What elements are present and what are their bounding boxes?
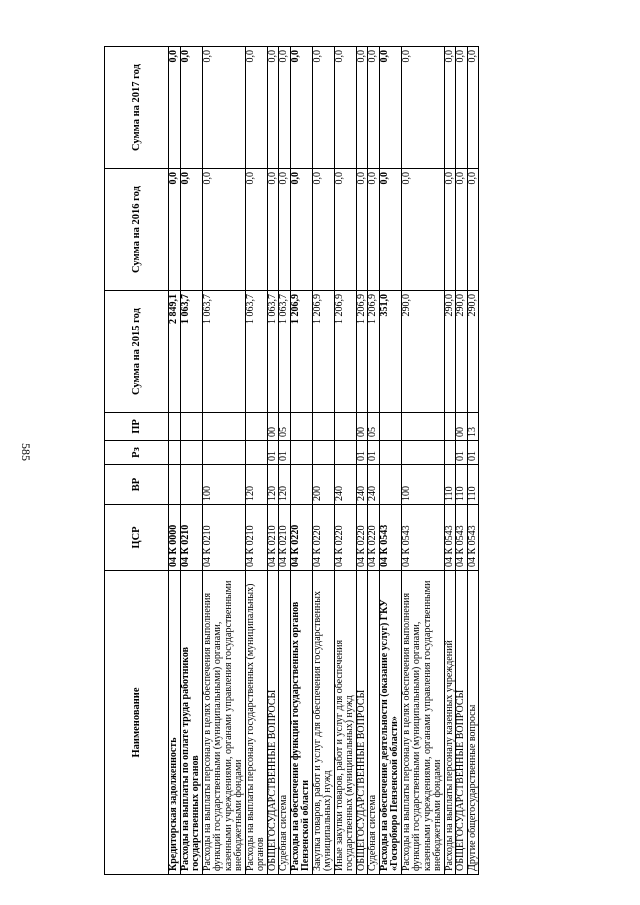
cell-2016: 0,0 — [356, 169, 368, 291]
cell-name: ОБЩЕГОСУДАРСТВЕННЫЕ ВОПРОСЫ — [456, 571, 468, 875]
cell-2017: 0,0 — [169, 47, 181, 169]
cell-name: Иные закупки товаров, работ и услуг для обеспечения государственных (муниципальных) нужд — [334, 571, 356, 875]
table-row — [456, 47, 468, 875]
table-row — [401, 47, 444, 875]
cell-pr — [169, 413, 181, 441]
cell-rz — [444, 441, 456, 465]
cell-csr: 04 К 0210 — [267, 505, 279, 571]
header-csr: ЦСР — [105, 505, 169, 571]
cell-2016: 0,0 — [180, 169, 202, 291]
table-row — [180, 47, 202, 875]
cell-vr: 120 — [279, 465, 291, 505]
cell-csr: 04 К 0220 — [312, 505, 334, 571]
cell-2015: 1 206,9 — [356, 291, 368, 413]
cell-2015: 1 063,7 — [245, 291, 267, 413]
cell-vr — [379, 465, 401, 505]
table-row — [356, 47, 368, 875]
cell-2017: 0,0 — [356, 47, 368, 169]
cell-vr: 110 — [444, 465, 456, 505]
cell-rz: 01 — [368, 441, 380, 465]
cell-name: Другие общегосударственные вопросы — [467, 571, 479, 875]
cell-rz — [334, 441, 356, 465]
cell-2017: 0,0 — [279, 47, 291, 169]
cell-rz: 01 — [467, 441, 479, 465]
cell-name: Судебная система — [279, 571, 291, 875]
cell-pr: 13 — [467, 413, 479, 441]
cell-2015: 2 849,1 — [169, 291, 181, 413]
table-row — [444, 47, 456, 875]
table-row — [245, 47, 267, 875]
cell-2015: 290,0 — [456, 291, 468, 413]
cell-vr: 110 — [456, 465, 468, 505]
cell-2015: 1 063,7 — [202, 291, 245, 413]
table-row — [169, 47, 181, 875]
cell-2016: 0,0 — [267, 169, 279, 291]
cell-2016: 0,0 — [279, 169, 291, 291]
cell-vr — [290, 465, 312, 505]
header-name: Наименование — [105, 571, 169, 875]
cell-rz: 01 — [456, 441, 468, 465]
cell-2016: 0,0 — [245, 169, 267, 291]
cell-name: Расходы на выплаты по оплате труда работников государственных органов — [180, 571, 202, 875]
cell-2015: 290,0 — [467, 291, 479, 413]
cell-vr: 100 — [401, 465, 444, 505]
cell-csr: 04 К 0210 — [279, 505, 291, 571]
cell-pr — [334, 413, 356, 441]
cell-2017: 0,0 — [267, 47, 279, 169]
cell-2016: 0,0 — [312, 169, 334, 291]
cell-vr: 110 — [467, 465, 479, 505]
cell-pr: 00 — [267, 413, 279, 441]
cell-csr: 04 К 0220 — [334, 505, 356, 571]
table-row — [334, 47, 356, 875]
cell-2016: 0,0 — [444, 169, 456, 291]
cell-2015: 1 206,9 — [368, 291, 380, 413]
cell-pr — [401, 413, 444, 441]
cell-csr: 04 К 0543 — [379, 505, 401, 571]
cell-2017: 0,0 — [312, 47, 334, 169]
cell-pr: 00 — [356, 413, 368, 441]
table-row — [202, 47, 245, 875]
table-row — [368, 47, 380, 875]
header-2015: Сумма на 2015 год — [105, 291, 169, 413]
cell-vr: 200 — [312, 465, 334, 505]
cell-2017: 0,0 — [467, 47, 479, 169]
cell-vr: 240 — [334, 465, 356, 505]
cell-2015: 1 206,9 — [334, 291, 356, 413]
cell-2015: 290,0 — [444, 291, 456, 413]
table-row — [267, 47, 279, 875]
cell-name: Расходы на выплаты персоналу в целях обеспечения выполнения функций государственными (муниципальными) органами, казенными учреждениями, органами управления государственными внебюджетными фондами — [401, 571, 444, 875]
cell-2017: 0,0 — [368, 47, 380, 169]
cell-2016: 0,0 — [290, 169, 312, 291]
cell-2017: 0,0 — [444, 47, 456, 169]
cell-name: ОБЩЕГОСУДАРСТВЕННЫЕ ВОПРОСЫ — [356, 571, 368, 875]
table-row — [290, 47, 312, 875]
cell-vr: 240 — [356, 465, 368, 505]
cell-2015: 1 206,9 — [290, 291, 312, 413]
cell-rz — [202, 441, 245, 465]
cell-pr: 00 — [456, 413, 468, 441]
cell-vr: 100 — [202, 465, 245, 505]
cell-rz: 01 — [267, 441, 279, 465]
cell-2015: 1 063,7 — [279, 291, 291, 413]
budget-table — [104, 46, 479, 875]
cell-csr: 04 К 0543 — [401, 505, 444, 571]
cell-rz — [312, 441, 334, 465]
cell-2015: 351,0 — [379, 291, 401, 413]
cell-rz: 01 — [356, 441, 368, 465]
cell-rz: 01 — [279, 441, 291, 465]
rotated-table-container — [104, 47, 479, 875]
header-pr: ПР — [105, 413, 169, 441]
cell-2016: 0,0 — [456, 169, 468, 291]
cell-name: Расходы на обеспечение функций государственных органов Пензенской области — [290, 571, 312, 875]
cell-rz — [169, 441, 181, 465]
header-rz: Рз — [105, 441, 169, 465]
cell-csr: 04 К 0210 — [202, 505, 245, 571]
cell-csr: 04 К 0210 — [180, 505, 202, 571]
cell-pr — [290, 413, 312, 441]
cell-2017: 0,0 — [334, 47, 356, 169]
cell-csr: 04 К 0220 — [290, 505, 312, 571]
cell-name: Судебная система — [368, 571, 380, 875]
cell-csr: 04 К 0000 — [169, 505, 181, 571]
cell-pr: 05 — [368, 413, 380, 441]
cell-name: Расходы на обеспечение деятельности (оказание услуг) ГКУ «Госюрбюро Пензенской области» — [379, 571, 401, 875]
cell-pr — [379, 413, 401, 441]
cell-2016: 0,0 — [202, 169, 245, 291]
cell-rz — [401, 441, 444, 465]
cell-2017: 0,0 — [456, 47, 468, 169]
cell-name: Расходы на выплаты персоналу государственных (муниципальных) органов — [245, 571, 267, 875]
cell-vr — [169, 465, 181, 505]
cell-2016: 0,0 — [334, 169, 356, 291]
cell-vr — [180, 465, 202, 505]
cell-2017: 0,0 — [379, 47, 401, 169]
cell-2017: 0,0 — [245, 47, 267, 169]
table-row — [467, 47, 479, 875]
cell-2017: 0,0 — [401, 47, 444, 169]
cell-csr: 04 К 0543 — [456, 505, 468, 571]
cell-2015: 1 206,9 — [312, 291, 334, 413]
cell-name: Закупка товаров, работ и услуг для обеспечения государственных (муниципальных) нужд — [312, 571, 334, 875]
cell-name: Расходы на выплаты персоналу казенных учреждений — [444, 571, 456, 875]
cell-2017: 0,0 — [180, 47, 202, 169]
header-vr: ВР — [105, 465, 169, 505]
cell-2017: 0,0 — [202, 47, 245, 169]
cell-csr: 04 К 0220 — [356, 505, 368, 571]
table-row — [379, 47, 401, 875]
cell-2016: 0,0 — [169, 169, 181, 291]
page-number: 585 — [19, 443, 33, 461]
cell-2015: 290,0 — [401, 291, 444, 413]
cell-2015: 1 063,7 — [267, 291, 279, 413]
cell-name: Расходы на выплаты персоналу в целях обеспечения выполнения функций государственными (муниципальными) органами, казенными учреждениями, органами управления государственными внебюджетными фондами — [202, 571, 245, 875]
cell-pr — [444, 413, 456, 441]
table-row — [312, 47, 334, 875]
cell-2016: 0,0 — [401, 169, 444, 291]
table-body — [169, 47, 479, 875]
cell-2016: 0,0 — [379, 169, 401, 291]
cell-2015: 1 063,7 — [180, 291, 202, 413]
cell-name: ОБЩЕГОСУДАРСТВЕННЫЕ ВОПРОСЫ — [267, 571, 279, 875]
cell-csr: 04 К 0220 — [368, 505, 380, 571]
header-2017: Сумма на 2017 год — [105, 47, 169, 169]
cell-pr — [245, 413, 267, 441]
table-row — [279, 47, 291, 875]
cell-csr: 04 К 0543 — [444, 505, 456, 571]
cell-pr — [202, 413, 245, 441]
cell-csr: 04 К 0543 — [467, 505, 479, 571]
table-header-row — [105, 47, 169, 875]
cell-pr: 05 — [279, 413, 291, 441]
header-2016: Сумма на 2016 год — [105, 169, 169, 291]
cell-rz — [180, 441, 202, 465]
cell-rz — [379, 441, 401, 465]
cell-vr: 240 — [368, 465, 380, 505]
cell-rz — [290, 441, 312, 465]
cell-csr: 04 К 0210 — [245, 505, 267, 571]
cell-rz — [245, 441, 267, 465]
cell-pr — [312, 413, 334, 441]
cell-2016: 0,0 — [368, 169, 380, 291]
cell-name: Кредиторская задолженность — [169, 571, 181, 875]
cell-vr: 120 — [267, 465, 279, 505]
cell-2016: 0,0 — [467, 169, 479, 291]
cell-pr — [180, 413, 202, 441]
cell-vr: 120 — [245, 465, 267, 505]
cell-2017: 0,0 — [290, 47, 312, 169]
